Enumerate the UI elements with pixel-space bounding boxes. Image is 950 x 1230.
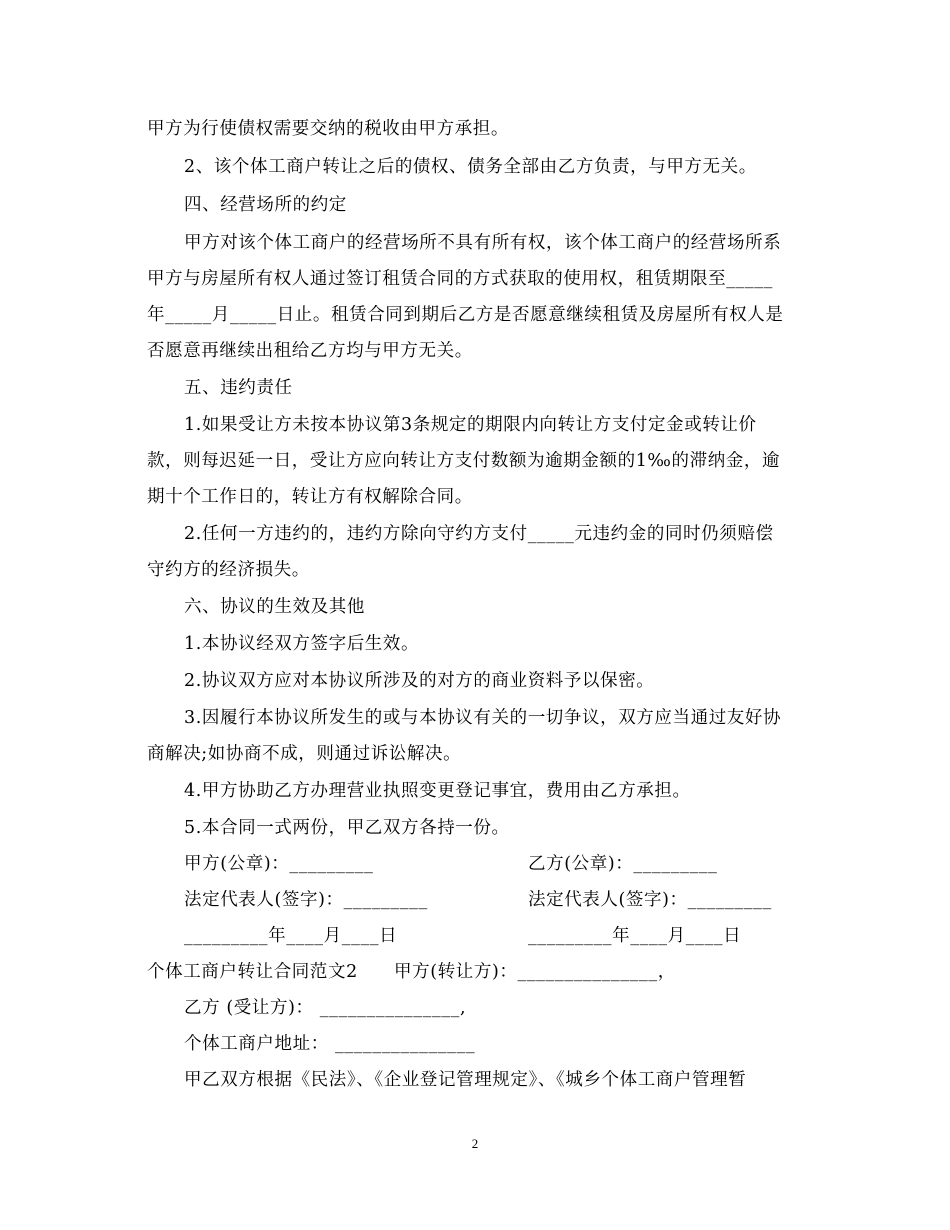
section-heading: 六、协议的生效及其他 xyxy=(184,597,365,617)
paragraph-line: 甲方为行使债权需要交纳的税收由甲方承担。 xyxy=(147,119,509,139)
party-a-representative: 法定代表人(签字)：_________ xyxy=(184,890,428,910)
next-contract-address: 个体工商户地址： _______________ xyxy=(184,1034,476,1054)
paragraph-line: 2、该个体工商户转让之后的债权、债务全部由乙方负责，与甲方无关。 xyxy=(184,157,757,177)
party-b-seal: 乙方(公章)：_________ xyxy=(528,854,718,874)
next-contract-title: 个体工商户转让合同范文2 甲方(转让方)：_______________， xyxy=(147,962,676,982)
paragraph-line: 期十个工作日的，转让方有权解除合同。 xyxy=(147,487,473,507)
next-contract-party-b: 乙方 (受让方)： _______________, xyxy=(184,998,467,1018)
section-heading: 四、经营场所的约定 xyxy=(184,195,347,215)
party-a-seal: 甲方(公章)：_________ xyxy=(184,854,374,874)
paragraph-line: 款，则每迟延一日，受让方应向转让方支付数额为逾期金额的1‰的滞纳金，逾 xyxy=(147,451,781,471)
paragraph-line: 守约方的经济损失。 xyxy=(147,560,310,580)
paragraph-line: 4.甲方协助乙方办理营业执照变更登记事宜，费用由乙方承担。 xyxy=(184,781,691,801)
paragraph-line: 2.协议双方应对本协议所涉及的对方的商业资料予以保密。 xyxy=(184,671,655,691)
paragraph-line: 否愿意再继续出租给乙方均与甲方无关。 xyxy=(147,341,473,361)
paragraph-line: 商解决;如协商不成，则通过诉讼解决。 xyxy=(147,744,462,764)
paragraph-line: 甲方对该个体工商户的经营场所不具有所有权，该个体工商户的经营场所系 xyxy=(184,233,782,253)
paragraph-line: 5.本合同一式两份，甲乙双方各持一份。 xyxy=(184,818,510,838)
paragraph-line: 1.如果受让方未按本协议第3条规定的期限内向转让方支付定金或转让价 xyxy=(184,415,757,435)
paragraph-line: 1.本协议经双方签字后生效。 xyxy=(184,634,420,654)
party-b-date: _________年____月____日 xyxy=(528,926,742,946)
paragraph-line: 甲乙双方根据《民法》、《企业登记管理规定》、《城乡个体工商户管理暂 xyxy=(184,1070,747,1090)
page-number: 2 xyxy=(471,1136,479,1151)
paragraph-line: 2.任何一方违约的，违约方除向守约方支付_____元违约金的同时仍须赔偿 xyxy=(184,524,774,544)
party-a-date: _________年____月____日 xyxy=(184,926,398,946)
party-b-representative: 法定代表人(签字)：_________ xyxy=(528,890,772,910)
paragraph-line: 年_____月_____日止。租赁合同到期后乙方是否愿意继续租赁及房屋所有权人是 xyxy=(147,305,784,325)
paragraph-line: 3.因履行本协议所发生的或与本协议有关的一切争议，双方应当通过友好协 xyxy=(184,708,782,728)
section-heading: 五、违约责任 xyxy=(184,378,293,398)
paragraph-line: 甲方与房屋所有权人通过签订租赁合同的方式获取的使用权，租赁期限至_____ xyxy=(147,269,773,289)
